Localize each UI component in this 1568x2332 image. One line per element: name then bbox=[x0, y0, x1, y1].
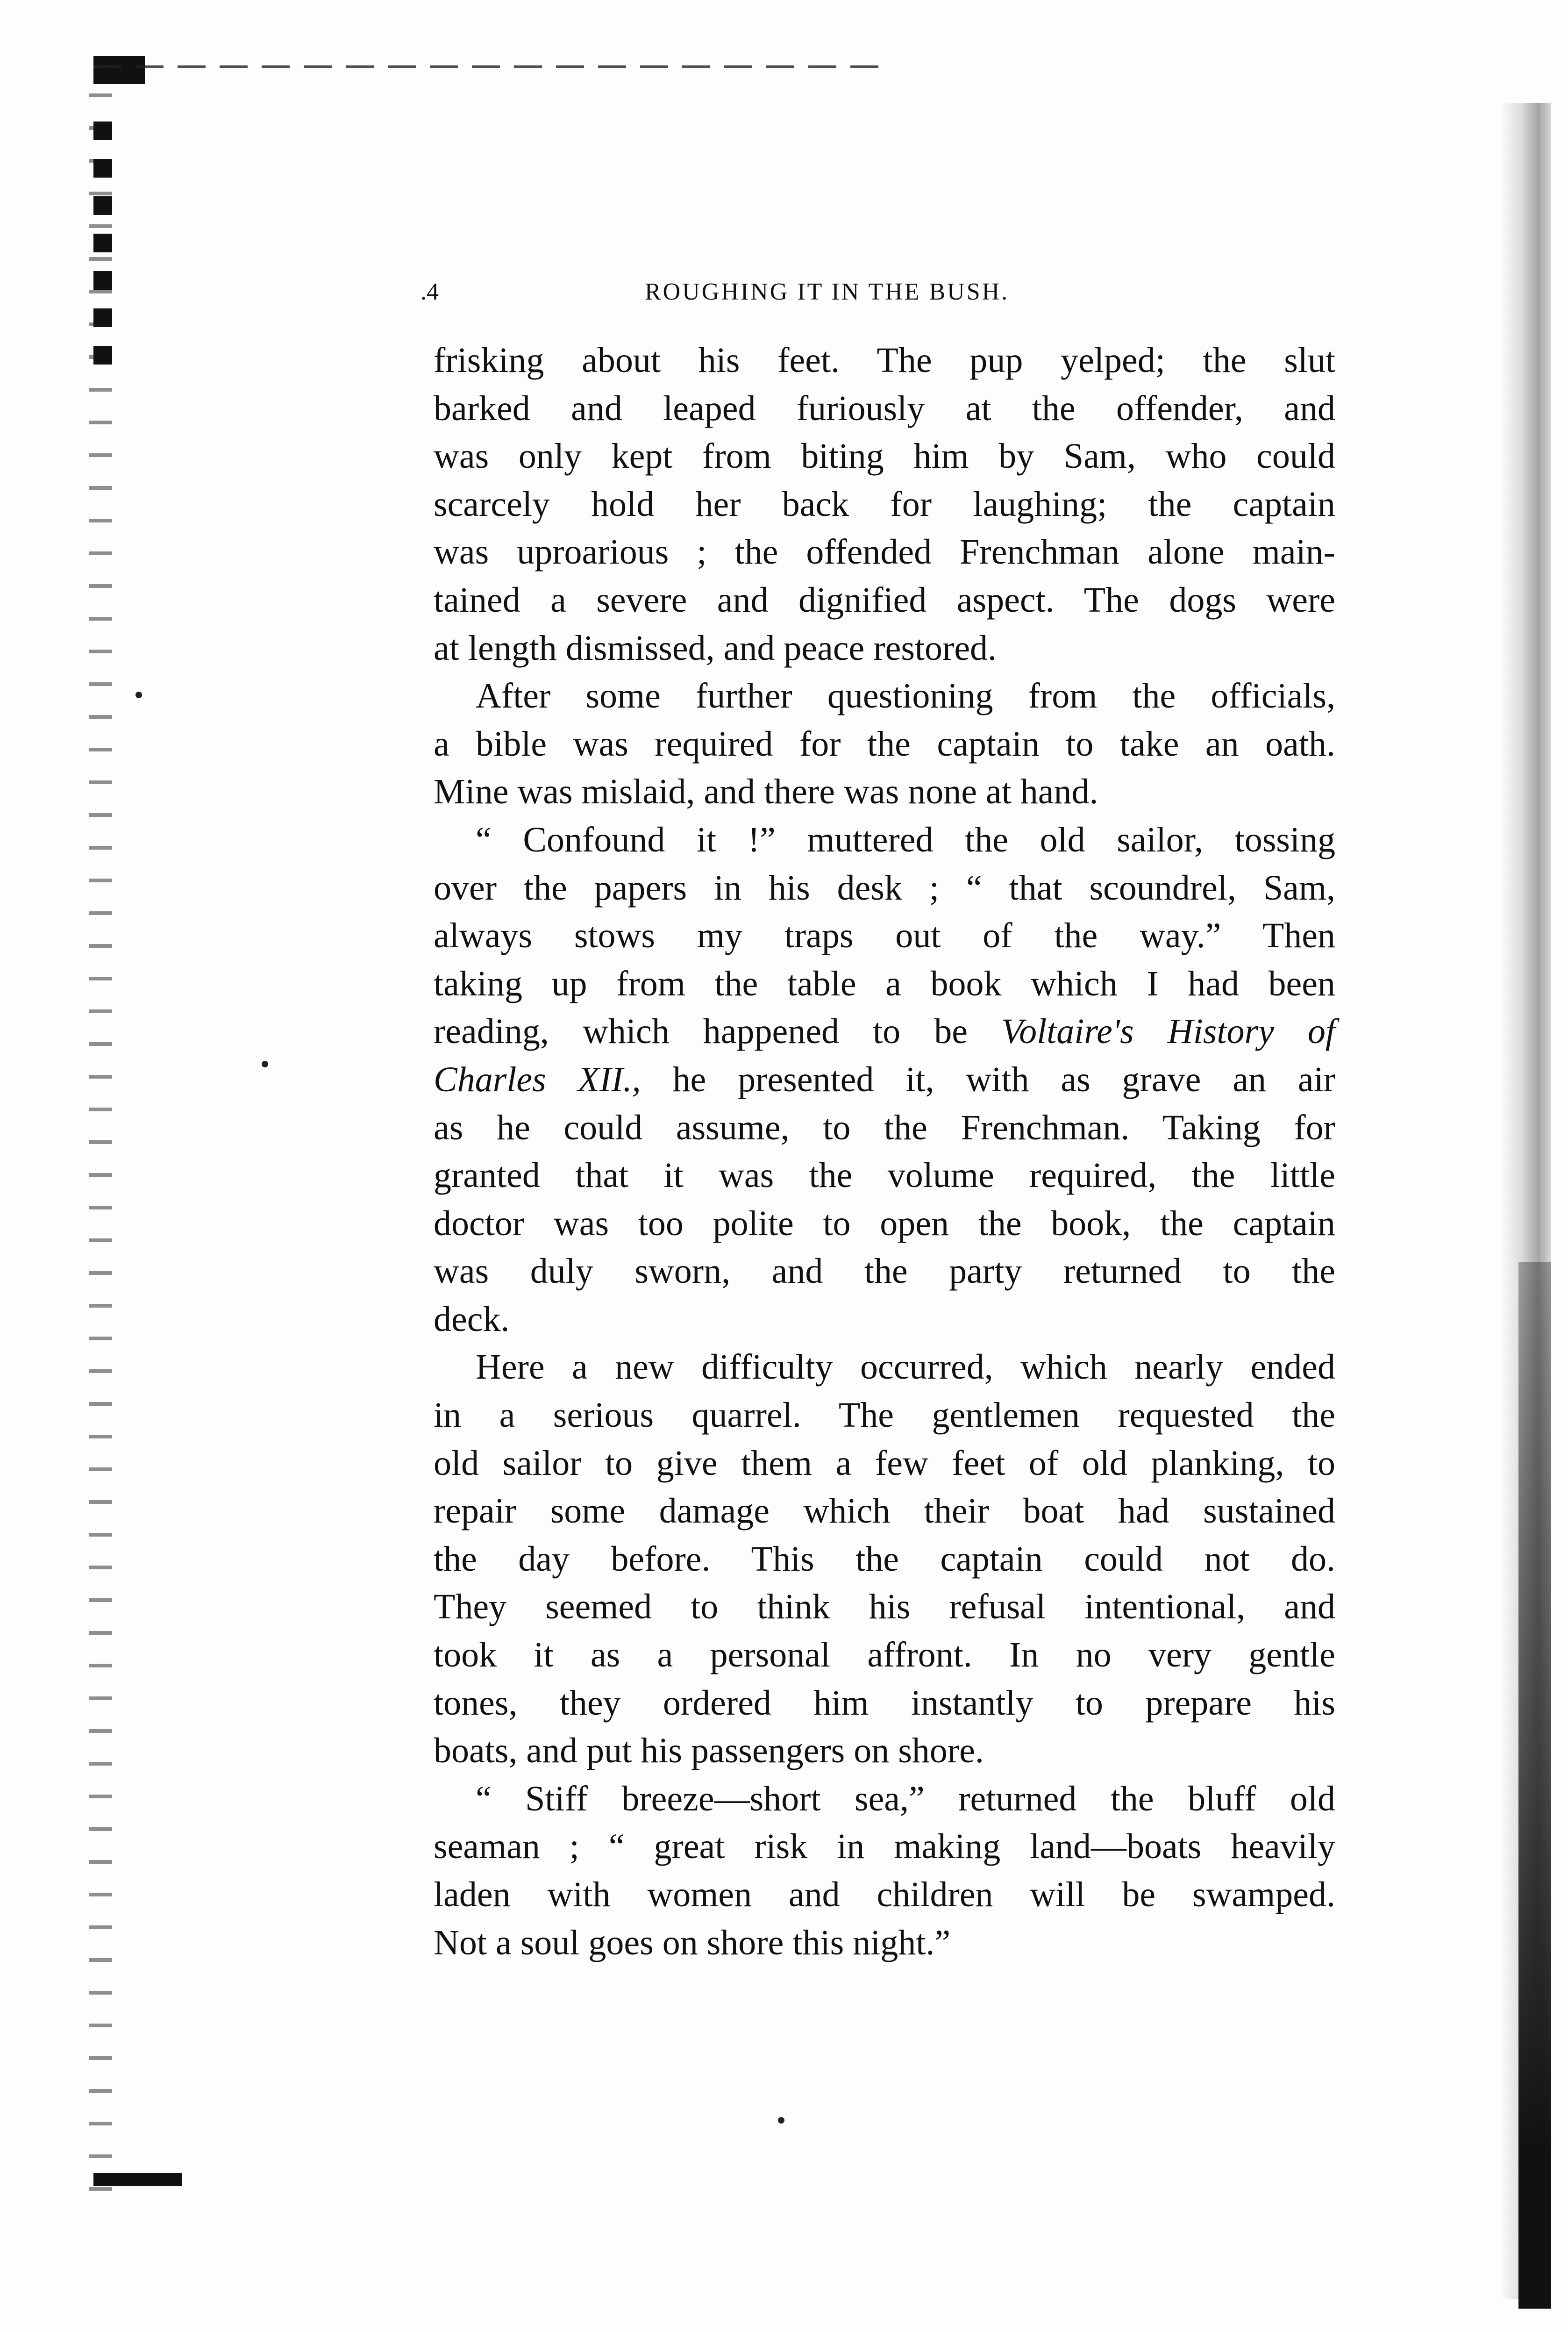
text-line: “ Stiff breeze—short sea,” returned the bluff old bbox=[476, 1779, 1335, 1818]
text-line: deck. bbox=[434, 1299, 510, 1339]
text-line: Mine was mislaid, and there was none at hand. bbox=[434, 772, 1098, 812]
text-line: over the papers in his desk ; “ that scoundrel, Sam, bbox=[434, 868, 1335, 908]
text-line: repair some damage which their boat had sustained bbox=[434, 1491, 1335, 1531]
italic-title: Charles XII., bbox=[434, 1059, 641, 1099]
text-line: taking up from the table a book which I had been bbox=[434, 964, 1335, 1003]
text-line: boats, and put his passengers on shore. bbox=[434, 1731, 984, 1771]
scan-artifact-left-spine bbox=[89, 93, 112, 2196]
scan-artifact-dot bbox=[135, 692, 142, 698]
text-line: granted that it was the volume required, the little bbox=[434, 1156, 1335, 1195]
italic-title: Voltaire's History of bbox=[1001, 1012, 1335, 1052]
text-line: at length dismissed, and peace restored. bbox=[434, 628, 997, 668]
text-line: barked and leaped furiously at the offender, and bbox=[434, 388, 1335, 428]
scan-artifact-top-rule bbox=[93, 65, 888, 68]
text-line: tones, they ordered him instantly to prepare his bbox=[434, 1683, 1335, 1723]
text-line: doctor was too polite to open the book, the captain bbox=[434, 1203, 1335, 1243]
text-line: tained a severe and dignified aspect. The dogs were bbox=[434, 580, 1335, 620]
text-line: was uproarious ; the offended Frenchman alone main- bbox=[434, 532, 1335, 572]
text-line: always stows my traps out of the way.” Then bbox=[434, 916, 1335, 956]
text-line: “ Confound it !” muttered the old sailor, tossing bbox=[476, 820, 1335, 859]
text-line: old sailor to give them a few feet of old planking, to bbox=[434, 1443, 1335, 1483]
running-head-title: ROUGHING IT IN THE BUSH. bbox=[645, 279, 1010, 305]
text-line-mixed bbox=[434, 1008, 1335, 1056]
text-line: frisking about his feet. The pup yelped; the slut bbox=[434, 341, 1335, 380]
text-line: They seemed to think his refusal intentional, and bbox=[434, 1587, 1335, 1627]
text-line: was only kept from biting him by Sam, who could bbox=[434, 436, 1335, 476]
scan-artifact-bottom-mark bbox=[93, 2173, 182, 2186]
text-line: as he could assume, to the Frenchman. Taking for bbox=[434, 1108, 1335, 1147]
text-line: seaman ; “ great risk in making land—boats heavily bbox=[434, 1827, 1335, 1867]
text-line: After some further questioning from the officials, bbox=[476, 676, 1335, 716]
scan-artifact-right-edge-dark bbox=[1518, 1262, 1551, 2309]
text-line: was duly sworn, and the party returned to the bbox=[434, 1252, 1335, 1291]
text-line: in a serious quarrel. The gentlemen requested the bbox=[434, 1395, 1335, 1435]
text-line: Not a soul goes on shore this night.” bbox=[434, 1923, 951, 1962]
scan-artifact-left-spine-dark bbox=[93, 122, 112, 383]
text-line: laden with women and children will be swamped. bbox=[434, 1875, 1335, 1914]
text-line-mixed bbox=[434, 1056, 1335, 1104]
scan-artifact-dot bbox=[778, 2117, 784, 2124]
page-number: .4 bbox=[421, 279, 439, 305]
text-run: he presented it, with as grave an air bbox=[672, 1059, 1335, 1099]
body-text bbox=[434, 336, 1335, 1967]
text-run: reading, which happened to be bbox=[434, 1012, 968, 1052]
scan-artifact-top-corner bbox=[93, 56, 145, 84]
text-line: took it as a personal affront. In no very gentle bbox=[434, 1635, 1335, 1675]
text-line: a bible was required for the captain to take an oath. bbox=[434, 724, 1335, 764]
text-line: scarcely hold her back for laughing; the captain bbox=[434, 484, 1335, 524]
scan-artifact-dot bbox=[262, 1061, 268, 1067]
text-line: the day before. This the captain could not do. bbox=[434, 1539, 1335, 1579]
text-line: Here a new difficulty occurred, which nearly ended bbox=[476, 1347, 1335, 1387]
